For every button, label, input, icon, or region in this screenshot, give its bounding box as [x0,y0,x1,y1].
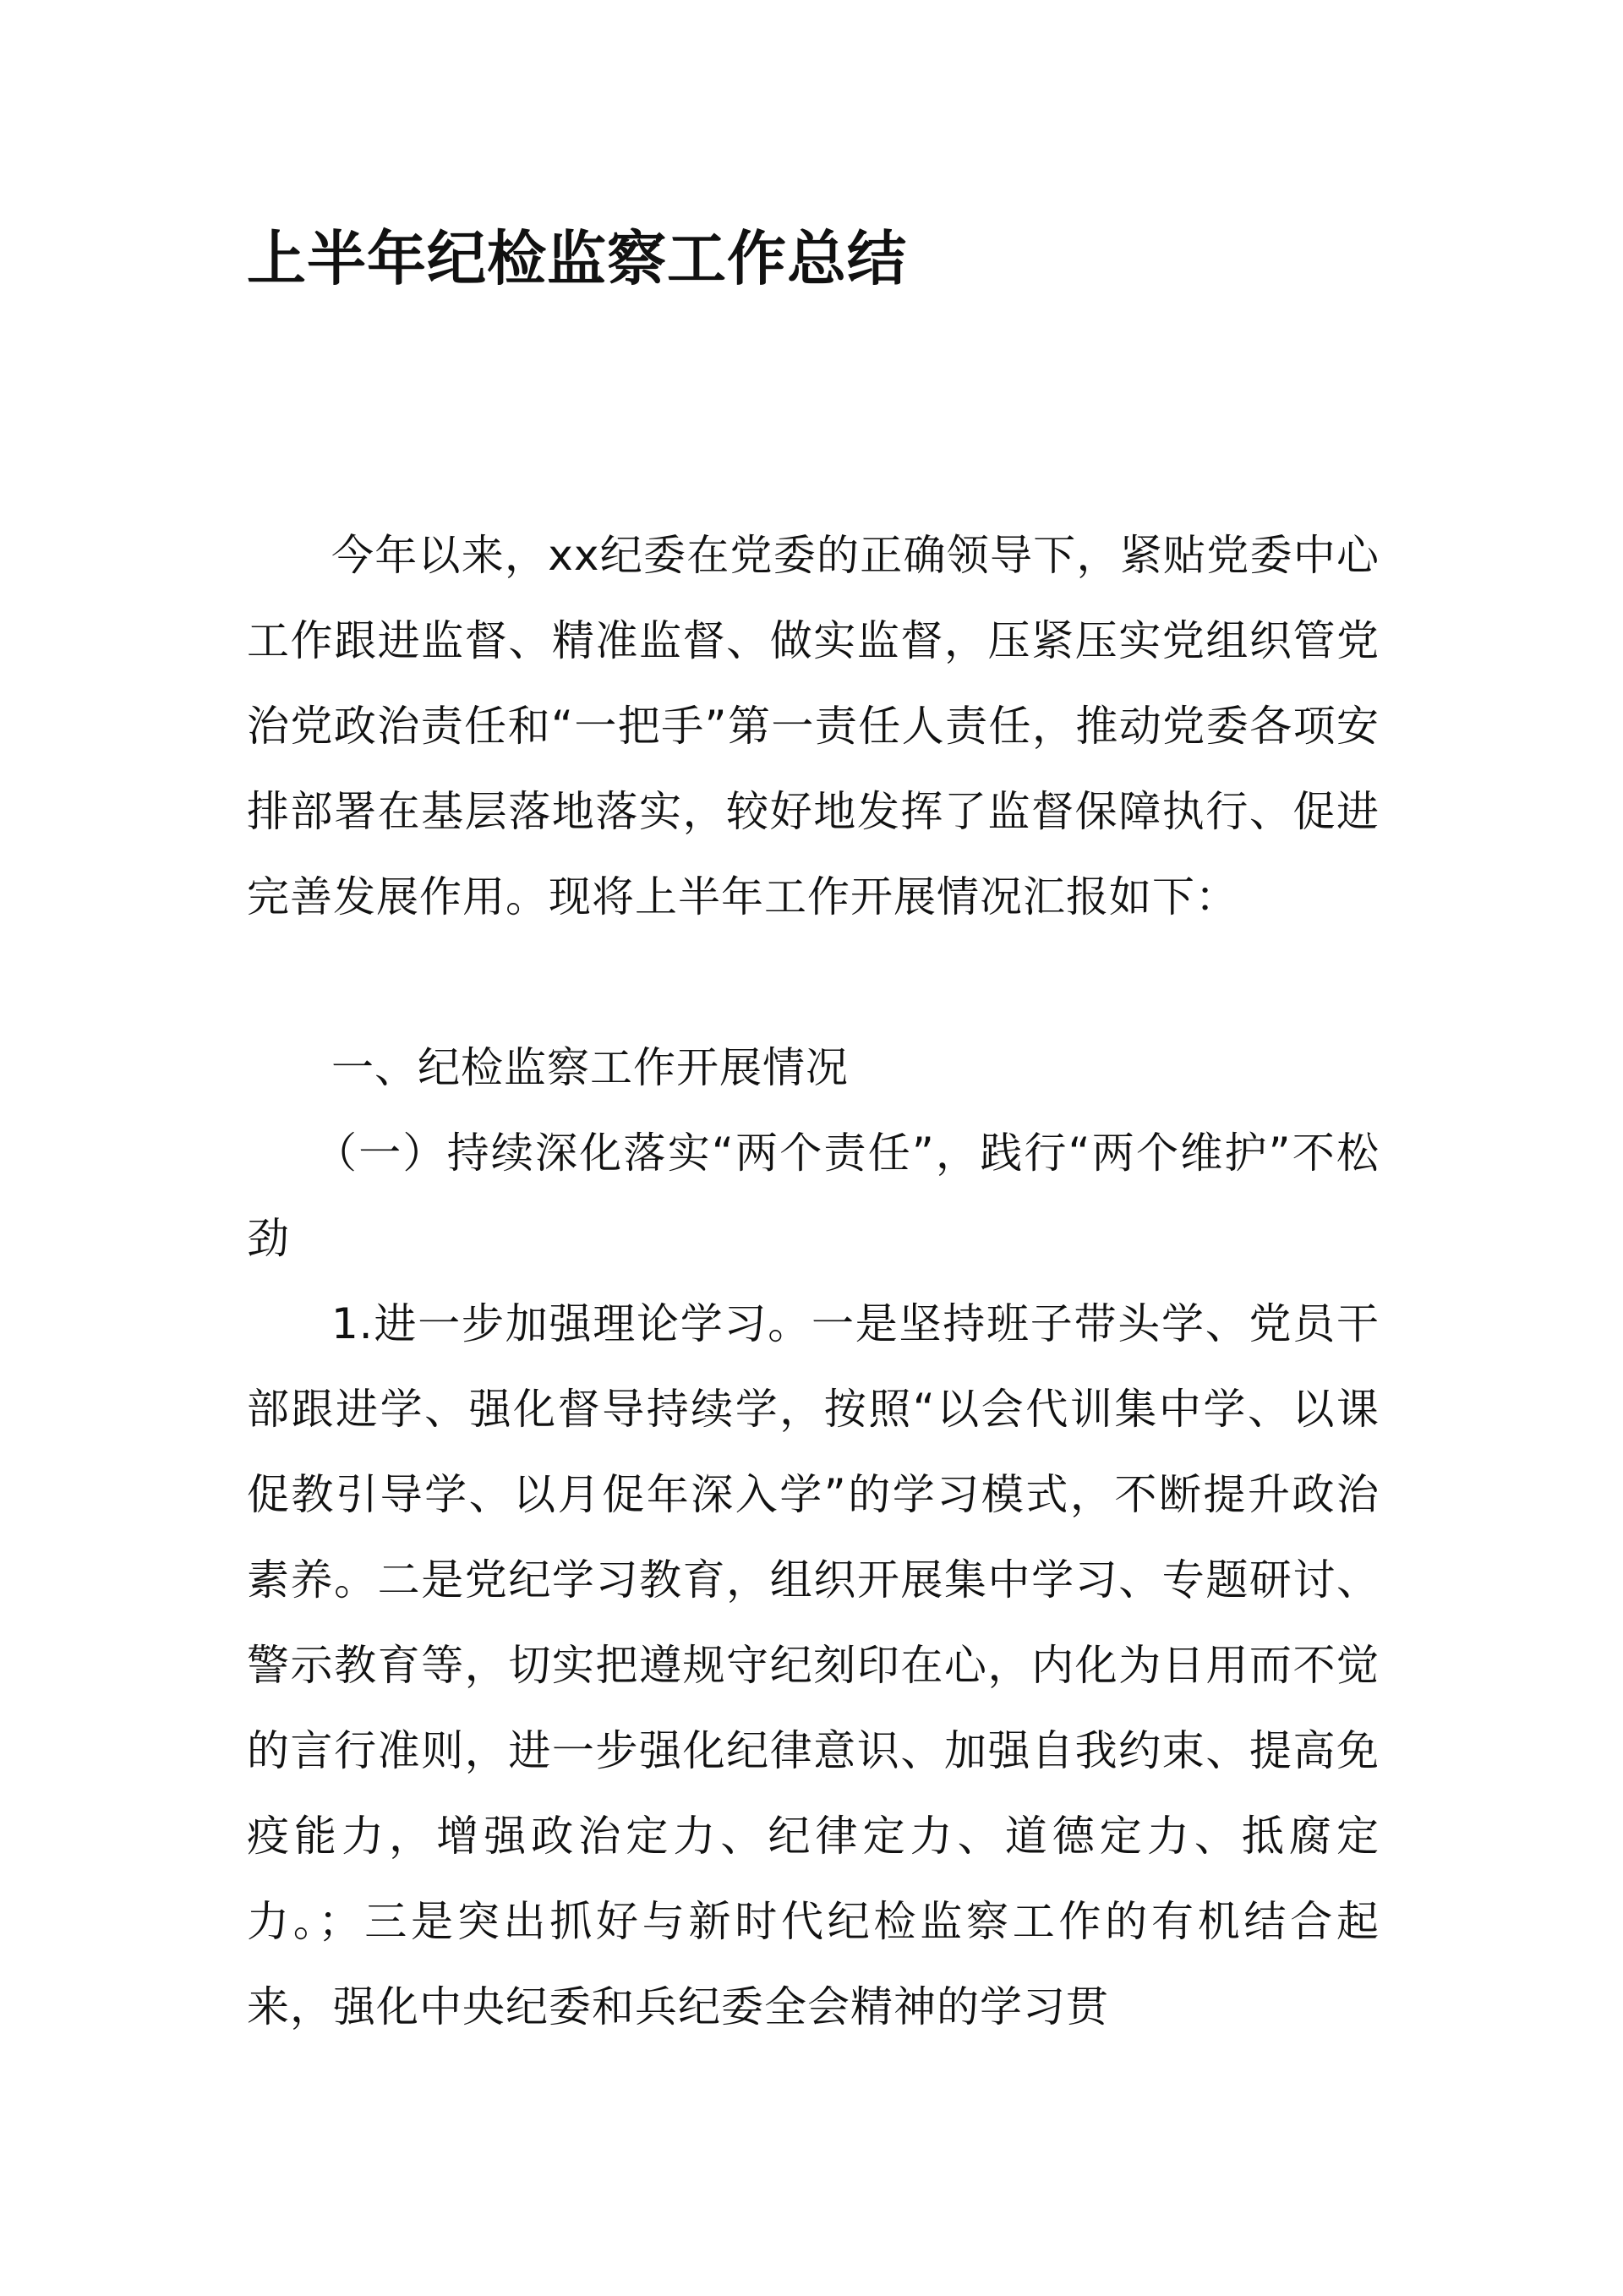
body-paragraph: 1.进一步加强理论学习。一是坚持班子带头学、党员干部跟进学、强化督导持续学，按照“以会代训集中学、以课促教引导学、以月促年深入学”的学习模式，不断提升政治素养。二是党纪学习教育，组织开展集中学习、专题研讨、警示教育等，切实把遵规守纪刻印在心，内化为日用而不觉的言行准则，进一步强化纪律意识、加强自我约束、提高免疫能力，增强政治定力、纪律定力、道德定力、抵腐定力。；三是突出抓好与新时代纪检监察工作的有机结合起来，强化中央纪委和兵纪委全会精神的学习贯 [247,1299,1380,2031]
subsection-heading: （一）持续深化落实“两个责任”，践行“两个维护”不松劲 [247,1129,1380,1263]
document-title: 上半年纪检监察工作总结 [247,224,907,293]
intro-paragraph: 今年以来，xx纪委在党委的正确领导下，紧贴党委中心工作跟进监督、精准监督、做实监督，压紧压实党组织管党治党政治责任和“一把手”第一责任人责任，推动党委各项安排部署在基层落地落实，较好地发挥了监督保障执行、促进完善发展作用。现将上半年工作开展情况汇报如下： [247,531,1380,921]
section-heading: 一、纪检监察工作开展情况 [331,1043,849,1092]
